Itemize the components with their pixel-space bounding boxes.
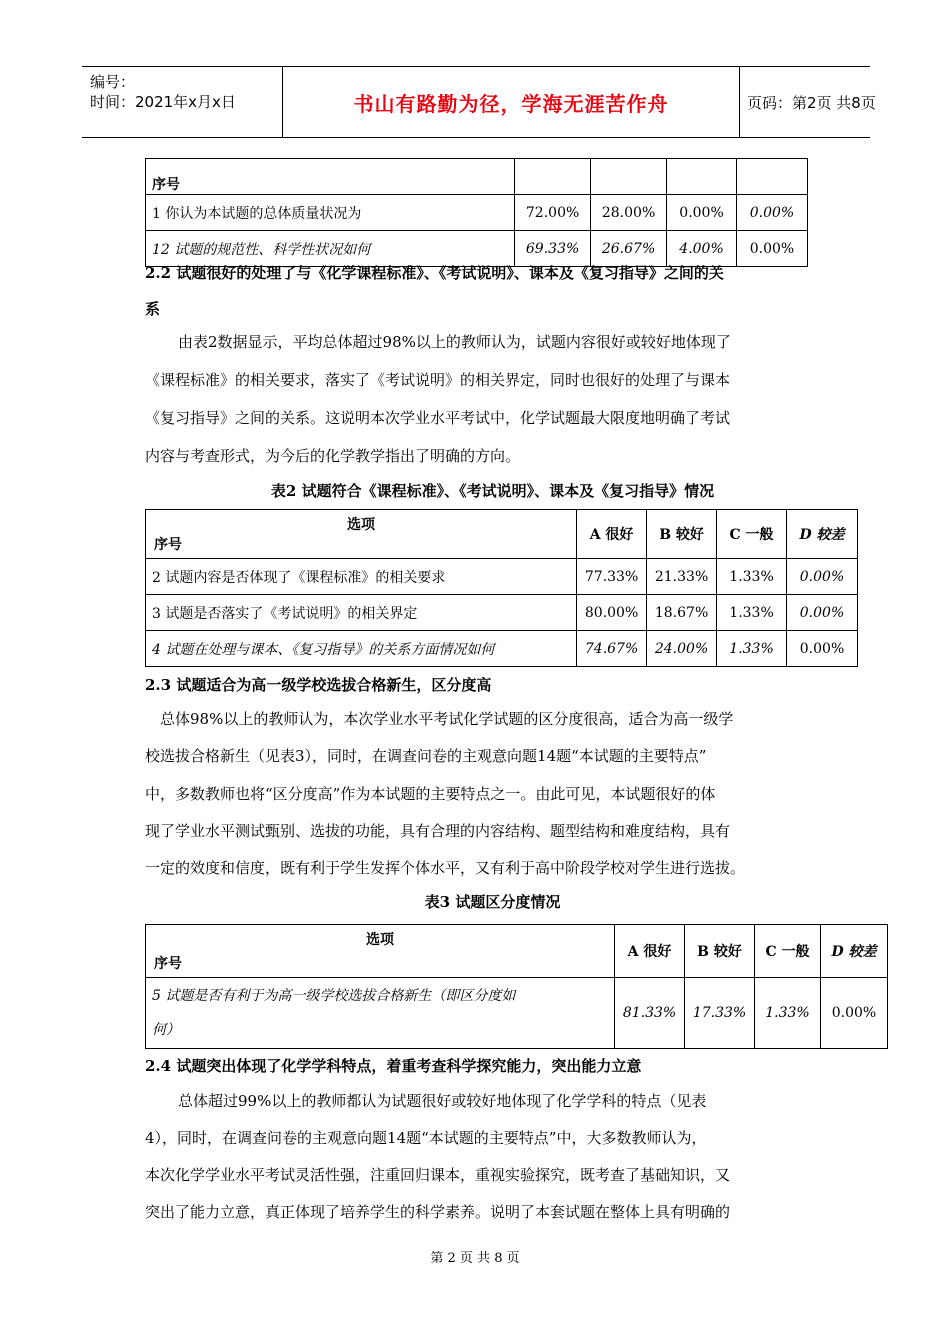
page-header [82, 66, 876, 138]
value-a: 81.33% [615, 978, 685, 1049]
value-a: 77.33% [577, 559, 647, 595]
row-label: 3 试题是否落实了《考试说明》的相关界定 [146, 595, 577, 631]
table-row [146, 631, 858, 667]
value-d: 0.00% [737, 195, 808, 231]
paragraph-line: 《课程标准》的相关要求，落实了《考试说明》的相关界定，同时也很好的处理了与课本 [145, 371, 731, 389]
value-d: 0.00% [737, 231, 808, 267]
motto-text: 书山有路勤为径，学海无涯苦作舟 [353, 91, 669, 116]
row-label [146, 978, 615, 1049]
seq-header: 序号 [154, 956, 182, 972]
col-d-header: D 较差 [787, 510, 858, 559]
value-d: 0.00% [787, 631, 858, 667]
table-header-row [146, 925, 888, 978]
section-2-2-heading-cont: 系 [145, 300, 161, 318]
paragraph-line: 4），同时，在调查问卷的主观意向题14题“本试题的主要特点”中，大多数教师认为， [145, 1129, 707, 1147]
row-label: 4 试题在处理与课本、《复习指导》的关系方面情况如何 [146, 631, 577, 667]
col-d-header: D 较差 [820, 925, 887, 978]
value-c: 1.33% [755, 978, 821, 1049]
header-left-cell [82, 67, 282, 137]
paragraph-line: 总体超过99%以上的教师都认为试题很好或较好地体现了化学学科的特点（见表 [178, 1092, 707, 1110]
value-c: 1.33% [717, 559, 787, 595]
doc-number-label: 编号： [90, 73, 136, 91]
table-2-caption: 表2 试题符合《课程标准》、《考试说明》、课本及《复习指导》情况 [270, 482, 715, 500]
value-c: 0.00% [667, 195, 737, 231]
table-row [146, 159, 808, 195]
value-d: 0.00% [820, 978, 887, 1049]
row-label-line: 何） [152, 1022, 180, 1038]
col-c-header: C 一般 [717, 510, 787, 559]
row-label: 12 试题的规范性、科学性状况如何 [146, 231, 515, 267]
section-2-3-heading: 2.3 试题适合为高一级学校选拔合格新生，区分度高 [145, 676, 492, 694]
table-3 [145, 924, 888, 1049]
col-b-header: B 较好 [647, 510, 717, 559]
table-row [146, 978, 888, 1049]
paragraph-line: 总体98%以上的教师认为，本次学业水平考试化学试题的区分度很高，适合为高一级学 [160, 710, 734, 728]
paragraph-line: 现了学业水平测试甄别、选拔的功能，具有合理的内容结构、题型结构和难度结构，具有 [145, 822, 731, 840]
table-row [146, 195, 808, 231]
seq-header: 序号 [154, 537, 182, 553]
col-b-header: B 较好 [685, 925, 755, 978]
value-c: 4.00% [667, 231, 737, 267]
value-c: 1.33% [717, 595, 787, 631]
value-b: 26.67% [591, 231, 667, 267]
value-b: 24.00% [647, 631, 717, 667]
value-a: 69.33% [515, 231, 591, 267]
value-a: 80.00% [577, 595, 647, 631]
paragraph-line: 中，多数教师也将“区分度高”作为本试题的主要特点之一。由此可见，本试题很好的体 [145, 785, 716, 803]
table-row [146, 595, 858, 631]
seq-header: 序号 [146, 159, 515, 195]
corner-header [146, 510, 577, 559]
paragraph-line: 本次化学学业水平考试灵活性强，注重回归课本，重视实验探究，既考查了基础知识，又 [145, 1166, 731, 1184]
doc-date-label: 时间：2021年x月x日 [90, 93, 236, 111]
corner-header [146, 925, 615, 978]
paragraph-line: 由表2数据显示，平均总体超过98%以上的教师认为，试题内容很好或较好地体现了 [178, 333, 731, 351]
col-c-header: C 一般 [755, 925, 821, 978]
table-3-caption: 表3 试题区分度情况 [424, 893, 561, 911]
table-row [146, 559, 858, 595]
table-1 [145, 158, 808, 267]
paragraph-line: 内容与考查形式，为今后的化学教学指出了明确的方向。 [145, 447, 521, 465]
paragraph-line: 《复习指导》之间的关系。这说明本次学业水平考试中，化学试题最大限度地明确了考试 [145, 409, 731, 427]
page-label: 页码：第2页 共8页 [747, 93, 876, 112]
value-d: 0.00% [787, 559, 858, 595]
value-a: 72.00% [515, 195, 591, 231]
value-b: 17.33% [685, 978, 755, 1049]
value-b: 18.67% [647, 595, 717, 631]
table-header-row [146, 510, 858, 559]
section-2-2-heading: 2.2 试题很好的处理了与《化学课程标准》、《考试说明》、课本及《复习指导》之间的关 [145, 264, 724, 282]
header-motto-cell [282, 67, 740, 137]
value-d: 0.00% [787, 595, 858, 631]
value-b: 21.33% [647, 559, 717, 595]
value-c: 1.33% [717, 631, 787, 667]
paragraph-line: 校选拔合格新生（见表3），同时，在调查问卷的主观意向题14题“本试题的主要特点” [145, 747, 707, 765]
col-a-header: A 很好 [615, 925, 685, 978]
paragraph-line: 一定的效度和信度，既有利于学生发挥个体水平，又有利于高中阶段学校对学生进行选拔。 [145, 859, 746, 877]
section-2-4-heading: 2.4 试题突出体现了化学学科特点，着重考查科学探究能力，突出能力立意 [145, 1057, 642, 1075]
row-label: 2 试题内容是否体现了《课程标准》的相关要求 [146, 559, 577, 595]
value-a: 74.67% [577, 631, 647, 667]
col-a-header: A 很好 [577, 510, 647, 559]
table-2 [145, 509, 858, 667]
value-b: 28.00% [591, 195, 667, 231]
paragraph-line: 突出了能力立意，真正体现了培养学生的科学素养。说明了本套试题在整体上具有明确的 [145, 1203, 731, 1221]
row-label-line: 5 试题是否有利于为高一级学校选拔合格新生（即区分度如 [152, 988, 516, 1004]
row-label: 1 你认为本试题的总体质量状况为 [146, 195, 515, 231]
option-header: 选项 [366, 932, 395, 948]
header-page-cell [739, 67, 878, 137]
option-header: 选项 [347, 517, 376, 533]
page-footer: 第 2 页 共 8 页 [430, 1251, 520, 1266]
